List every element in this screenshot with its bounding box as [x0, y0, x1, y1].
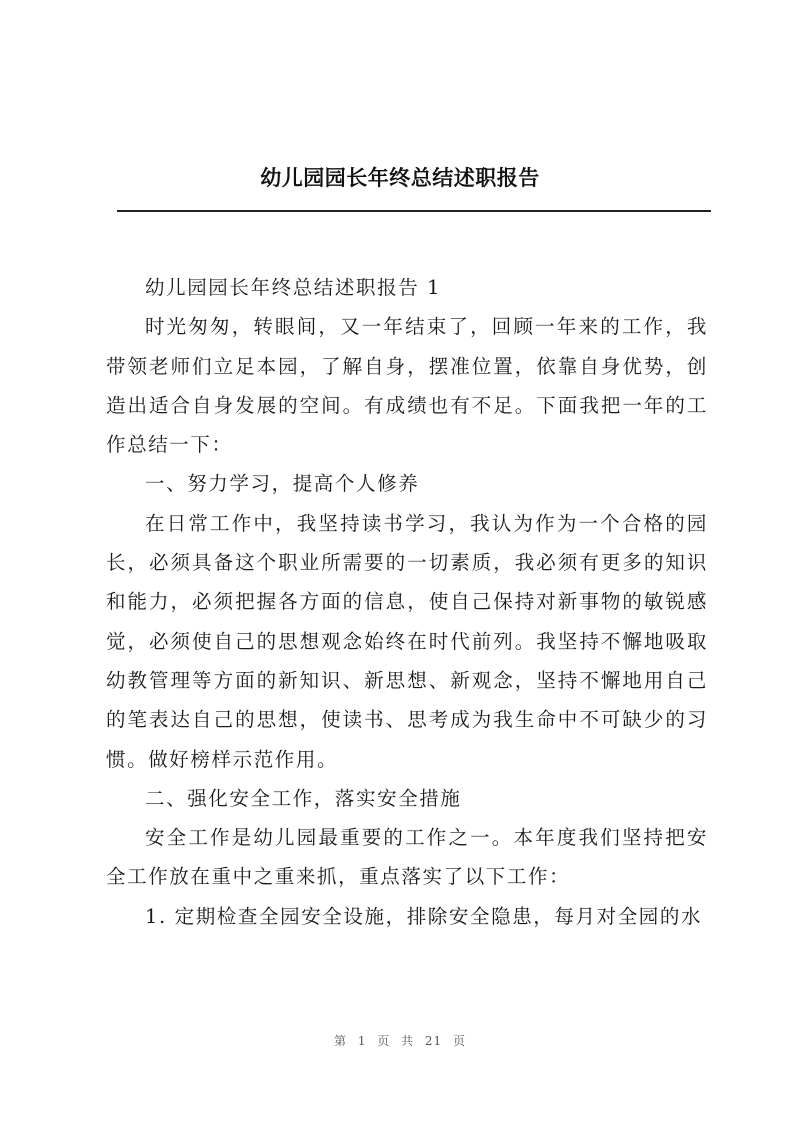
document-body: [106, 268, 708, 936]
section-heading-1: 一、努力学习，提高个人修养: [145, 472, 420, 496]
section-2-paragraph: 安全工作是幼儿园最重要的工作之一。本年度我们坚持把安全工作放在重中之重来抓，重点落实了以下工作：: [106, 826, 708, 889]
intro-paragraph: 时光匆匆，转眼间，又一年结束了，回顾一年来的工作，我带领老师们立足本园，了解自身，摆准位置，依靠自身优势，创造出适合自身发展的空间。有成绩也有不足。下面我把一年的工作总结一下：: [106, 315, 708, 457]
list-item-1: 1. 定期检查全园安全设施，排除安全隐患，每月对全园的水: [145, 904, 703, 928]
page-number-footer: 第 1 页 共 21 页: [334, 1034, 466, 1048]
document-title: 幼儿园园长年终总结述职报告: [260, 166, 540, 190]
section-heading-2: 二、强化安全工作，落实安全措施: [145, 786, 462, 810]
section-1-paragraph: 在日常工作中，我坚持读书学习，我认为作为一个合格的园长，必须具备这个职业所需要的一切素质，我必须有更多的知识和能力，必须把握各方面的信息，使自己保持对新事物的敏锐感觉，必须使自己的思想观念始终在时代前列。我坚持不懈地吸取幼教管理等方面的新知识、新思想、新观念，坚持不懈地用自己的笔表达自己的思想，使读书、思考成为我生命中不可缺少的习惯。做好榜样示范作用。: [106, 511, 708, 771]
report-heading: 幼儿园园长年终总结述职报告 1: [145, 276, 442, 299]
title-divider: [117, 210, 711, 212]
